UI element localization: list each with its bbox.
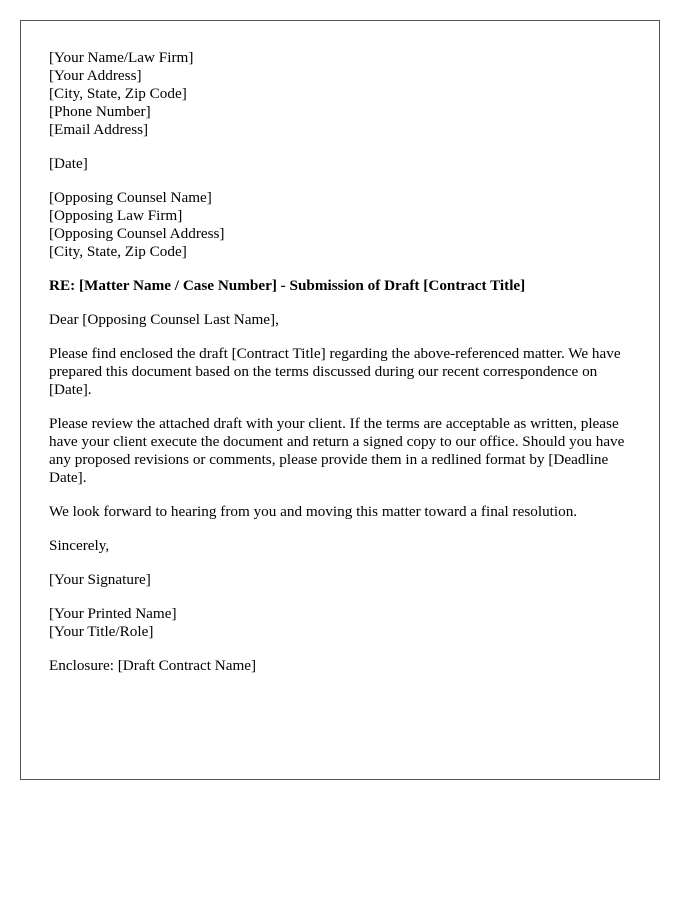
signer-block	[49, 605, 631, 641]
sender-city-state-zip: [City, State, Zip Code]	[49, 85, 187, 102]
recipient-name: [Opposing Counsel Name]	[49, 189, 212, 206]
letter-date: [Date]	[49, 155, 88, 172]
letter-page	[20, 20, 660, 780]
sender-email: [Email Address]	[49, 121, 149, 138]
sender-name: [Your Name/Law Firm]	[49, 49, 194, 66]
date-block	[49, 155, 631, 173]
recipient-address: [Opposing Counsel Address]	[49, 225, 225, 242]
signer-printed-name: [Your Printed Name]	[49, 605, 177, 622]
recipient-city-state-zip: [City, State, Zip Code]	[49, 243, 187, 260]
enclosure: Enclosure: [Draft Contract Name]	[49, 657, 257, 674]
closing: Sincerely,	[49, 537, 110, 554]
body-paragraph-2: Please review the attached draft with your client. If the terms are acceptable as written, please have your client execute the document and return a signed copy to our office. Should you have any proposed revisions or comments, please provide them in a redlined format by [Deadline Date].	[49, 415, 625, 486]
recipient-firm: [Opposing Law Firm]	[49, 207, 183, 224]
body-paragraph-1: Please find enclosed the draft [Contract Title] regarding the above-referenced matter. We have prepared this document based on the terms discussed during our recent correspondence on [Date].	[49, 345, 621, 398]
salutation: Dear [Opposing Counsel Last Name],	[49, 311, 279, 328]
body-paragraph-3: We look forward to hearing from you and moving this matter toward a final resolution.	[49, 503, 578, 520]
sender-phone: [Phone Number]	[49, 103, 151, 120]
sender-address: [Your Address]	[49, 67, 142, 84]
subject-line: RE: [Matter Name / Case Number] - Submission of Draft [Contract Title]	[49, 277, 526, 294]
recipient-block	[49, 189, 631, 261]
signature: [Your Signature]	[49, 571, 151, 588]
signer-title: [Your Title/Role]	[49, 623, 154, 640]
sender-block	[49, 49, 631, 139]
